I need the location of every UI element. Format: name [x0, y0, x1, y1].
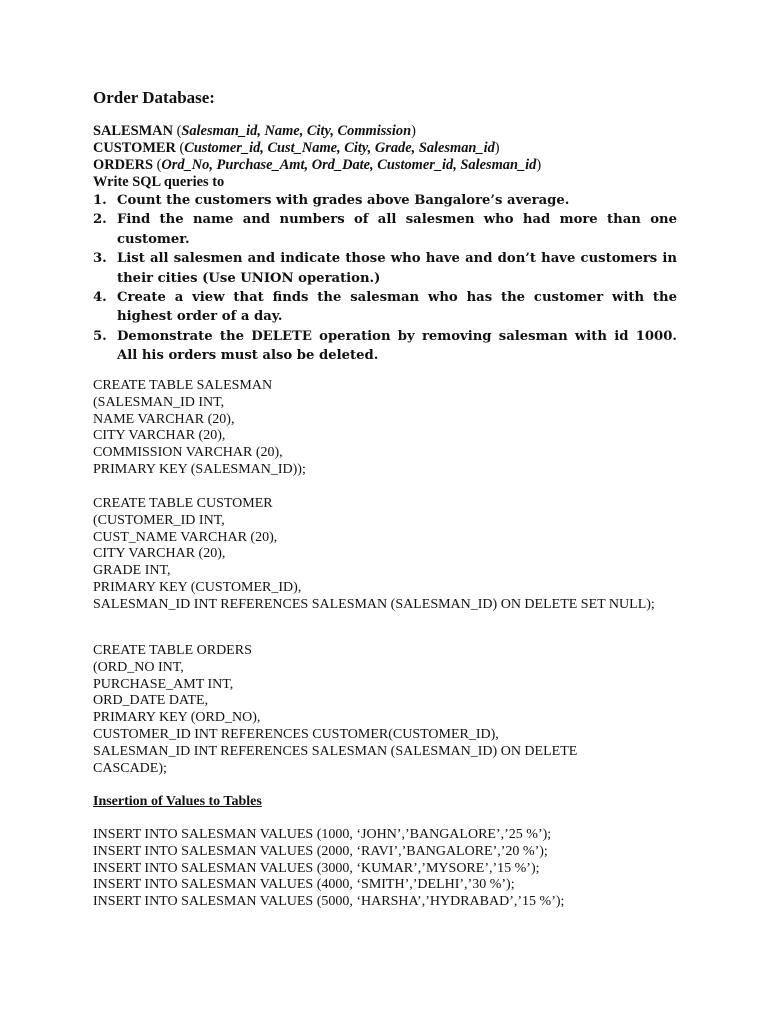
- question-text: Find the name and numbers of all salesmen who had more than one customer.: [117, 212, 677, 247]
- sql-line: INSERT INTO SALESMAN VALUES (5000, ‘HARSHA’,’HYDRABAD’,’15 %’);: [93, 894, 565, 910]
- question-item: [93, 327, 677, 366]
- relation-attributes: Ord_No, Purchase_Amt, Ord_Date, Customer_id, Salesman_id: [161, 156, 537, 173]
- sql-line: PRIMARY KEY (ORD_NO),: [93, 710, 261, 726]
- sql-line: PRIMARY KEY (SALESMAN_ID));: [93, 461, 306, 477]
- question-item: [93, 288, 677, 327]
- question-number: 3.: [93, 251, 107, 267]
- sql-line: PURCHASE_AMT INT,: [93, 676, 234, 692]
- sql-line: COMMISSION VARCHAR (20),: [93, 445, 283, 461]
- insertion-heading: Insertion of Values to Tables: [93, 794, 262, 809]
- question-number: 2.: [93, 212, 107, 228]
- sql-line: CASCADE);: [93, 760, 167, 776]
- create-customer-sql: [93, 496, 677, 614]
- sql-line: CREATE TABLE CUSTOMER: [93, 496, 273, 511]
- sql-line: CITY VARCHAR (20),: [93, 546, 226, 562]
- sql-line: (CUSTOMER_ID INT,: [93, 512, 225, 528]
- question-item: [93, 191, 677, 210]
- sql-line: ORD_DATE DATE,: [93, 693, 209, 709]
- insert-statements: [93, 827, 677, 911]
- sql-line: CUST_NAME VARCHAR (20),: [93, 529, 278, 545]
- question-text: Create a view that finds the salesman who has the customer with the highest order of a day.: [117, 290, 677, 325]
- queries-intro: Write SQL queries to: [93, 174, 225, 190]
- sql-line: GRADE INT,: [93, 563, 171, 579]
- question-item: [93, 210, 677, 249]
- sql-line: CUSTOMER_ID INT REFERENCES CUSTOMER(CUSTOMER_ID),: [93, 726, 499, 742]
- sql-line: CREATE TABLE SALESMAN: [93, 378, 273, 393]
- relation-name: ORDERS: [93, 156, 153, 173]
- sql-line: (SALESMAN_ID INT,: [93, 394, 225, 410]
- sql-line: CREATE TABLE ORDERS: [93, 643, 252, 658]
- relation-attributes: Customer_id, Cust_Name, City, Grade, Salesman_id: [184, 139, 495, 156]
- sql-line: INSERT INTO SALESMAN VALUES (2000, ‘RAVI’,’BANGALORE’,’20 %’);: [93, 843, 548, 859]
- relation-attributes: Salesman_id, Name, City, Commission: [181, 123, 412, 139]
- question-number: 1.: [93, 193, 107, 208]
- sql-line: INSERT INTO SALESMAN VALUES (4000, ‘SMITH’,’DELHI’,’30 %’);: [93, 877, 515, 893]
- create-salesman-sql: [93, 378, 677, 479]
- question-text: List all salesmen and indicate those who have and don’t have customers in their cities (Use UNION operation.): [117, 251, 677, 286]
- sql-line: CITY VARCHAR (20),: [93, 428, 226, 444]
- relation-name: SALESMAN: [93, 123, 173, 139]
- sql-line: SALESMAN_ID INT REFERENCES SALESMAN (SALESMAN_ID) ON DELETE: [93, 743, 578, 759]
- question-text: Count the customers with grades above Bangalore’s average.: [117, 193, 570, 208]
- schema-block: [93, 123, 677, 173]
- sql-line: SALESMAN_ID INT REFERENCES SALESMAN (SALESMAN_ID) ON DELETE SET NULL);: [93, 596, 655, 612]
- create-orders-sql: [93, 643, 677, 777]
- schema-customer: CUSTOMER (Customer_id, Cust_Name, City, Grade, Salesman_id): [93, 139, 500, 156]
- schema-orders: ORDERS (Ord_No, Purchase_Amt, Ord_Date, Customer_id, Salesman_id): [93, 156, 542, 173]
- sql-line: PRIMARY KEY (CUSTOMER_ID),: [93, 579, 302, 595]
- question-number: 4.: [93, 290, 107, 306]
- sql-line: (ORD_NO INT,: [93, 659, 184, 675]
- schema-salesman: SALESMAN (Salesman_id, Name, City, Commission): [93, 123, 416, 139]
- question-list: [93, 191, 677, 366]
- relation-name: CUSTOMER: [93, 139, 176, 156]
- document-title: Order Database:: [93, 88, 215, 107]
- sql-line: INSERT INTO SALESMAN VALUES (1000, ‘JOHN’,’BANGALORE’,’25 %’);: [93, 827, 552, 842]
- sql-line: INSERT INTO SALESMAN VALUES (3000, ‘KUMAR’,’MYSORE’,’15 %’);: [93, 860, 540, 876]
- question-number: 5.: [93, 328, 107, 344]
- question-text: Demonstrate the DELETE operation by removing salesman with id 1000. All his orders must also be deleted.: [117, 328, 677, 364]
- question-item: [93, 249, 677, 288]
- sql-line: NAME VARCHAR (20),: [93, 411, 235, 427]
